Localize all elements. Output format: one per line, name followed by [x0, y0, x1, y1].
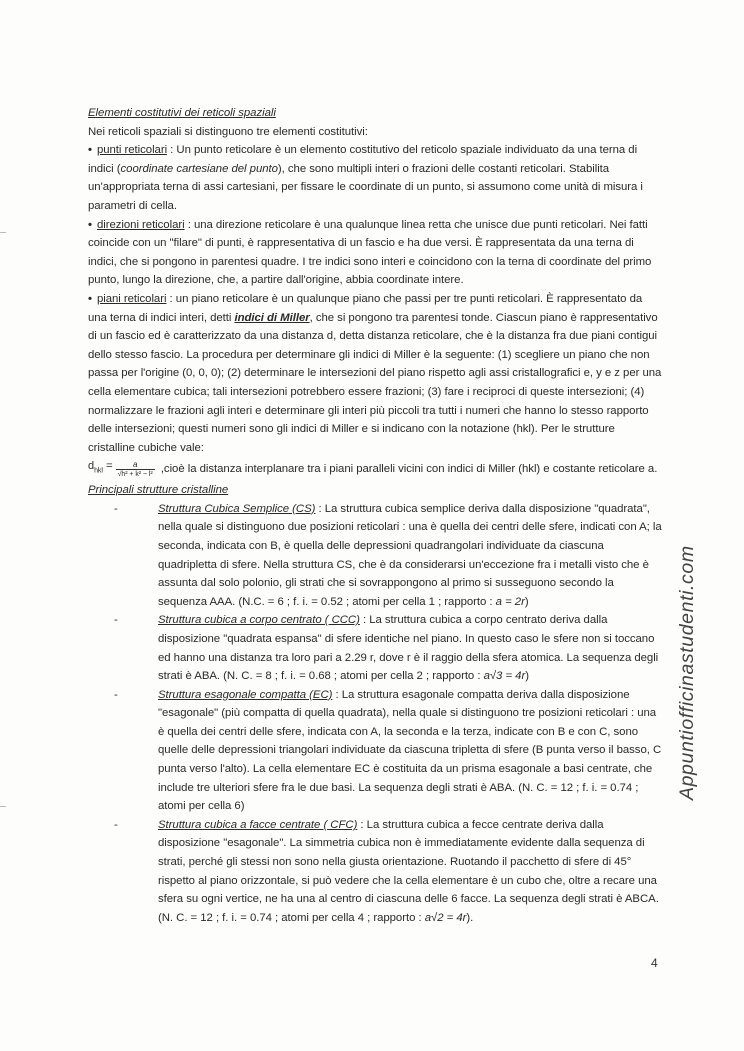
bullet-label: piani reticolari — [96, 292, 167, 305]
formula-dhkl: $d_{hkl}$ = — [88, 460, 113, 475]
bullet-label: punti reticolari — [96, 144, 168, 157]
structure-name: Struttura cubica a facce centrate ( CFC) — [158, 818, 358, 831]
structure-text: : La struttura cubica a corpo centrato deriva dalla disposizione "quadrata espansa" di sfere identiche nel piano. In questo caso le sfere non si toccano ed hanno una distanza tra loro pari a 2.29 r, dove r è il raggio della sfera atomica. La sequenza degli strati è ABA. (N. C. = 8 ; f. i. = 0.68 ; atomi per cella 2 ; rapporto : — [158, 614, 659, 683]
page-number: 4 — [651, 956, 658, 970]
miller-term: indici di Miller — [234, 311, 310, 324]
structure-text: : La struttura cubica a fecce centrate deriva dalla disposizione "esagonale". La simmetria cubica non è immediatamente evidente dalla sequenza di strati, perché gli stessi non sono nella giusta orientazione. Ruotando il pacchetto di sfere di 45° rispetto al piano orizzontale, si può vedere che la cella elementare è un cubo che, oltre a recare una sfera su ogni vertice, ne ha una al centro di ciascuna delle 6 facce. La sequenza degli strati è ABCA. (N. C. = 12 ; f. i. = 0.74 ; atomi per cella 4 ; rapporto : — [158, 818, 659, 924]
bullet-direzioni-reticolari — [88, 216, 664, 290]
bullet-text: : Un punto reticolare è un elemento costitutivo del reticolo spaziale individuato da una terna di indici ( — [88, 144, 638, 175]
structure-name: Struttura Cubica Semplice (CS) — [158, 502, 316, 515]
structure-text: : La struttura cubica semplice deriva dalla disposizione "quadrata", nella quale si distinguono due posizioni reticolari : una è quella dei centri delle sfere, indicati con A; la seconda, indicata con B, è quella delle depressioni quadrangolari individuate da ciascuna quadripletta di sfere. Nella struttura CS, che è da considerarsi un'eccezione fra i metalli visto che è assunta dal solo polonio, gli strati che si sovrappongono al primo si susseguono secondo la sequenza AAA. (N.C. = 6 ; f. i. = 0.52 ; atomi per cella 1 ; rapporto : — [158, 502, 662, 608]
structure-text: : La struttura esagonale compatta deriva dalla disposizione "esagonale" (più compatta di quella quadrata), nella quale si distinguono tre posizioni reticolari : una è quella dei centri delle sfere, indicata con A, la seconda e la terza, indicate con B e con C, sono quelle delle depressioni triangolari individuate da ciascuna tripletta di sfere (B punta verso il basso, C punta verso l'alto). La cella elementare EC è costituita da un prisma esagonale a basi centrate, che include tre ulteriori sfere fra le due basi. La sequenza degli strati è ABA. (N. C. = 12 ; f. i. = 0.74 ; atomi per cella 6) — [158, 688, 662, 813]
list-item: - Struttura cubica a facce centrate ( CFC) : La struttura cubica a fecce centrate deriva dalla disposizione "esagonale". La simmetria cubica non è immediatamente evidente dalla sequenza di strati, perché gli stessi non sono nella giusta orientazione. Ruotando il pacchetto di sfere di 45° rispetto al piano orizzontale, si può vedere che la cella elementare è un cubo che, oltre a recare una sfera su ogni vertice, ne ha una al centro di ciascuna delle 6 facce. La sequenza degli strati è ABCA. (N. C. = 12 ; f. i. = 0.74 ; atomi per cella 4 ; rapporto : a√2 = 4r). — [88, 816, 664, 928]
bullet-text: , che si pongono tra parentesi tonde. Ciascun piano è rappresentativo di un fascio ed è caratterizzato da una distanza d, detta distanza reticolare, che è la distanza fra due piani contigui dello stesso fascio. La procedura per determinare gli indici di Miller è la seguente: (1) scegliere un piano che non passa per l'origine (0, 0, 0); (2) determinare le intersezioni del piano rispetto agli assi cristallografici e, y e z per una cella elementare cubica; tali intersezioni potrebbero essere frazioni; (3) fare i reciproci di queste intersezioni; (4) normalizzare le frazioni agli interi e determinare gli interi più piccoli tra tutti i numeri che hanno lo stesso rapporto delle intersezioni; questi numeri sono gli indici di Miller e si indicano con la notazione (hkl). Per le strutture cristalline cubiche vale: — [88, 311, 662, 454]
structure-name: Struttura cubica a corpo centrato ( CCC) — [158, 614, 360, 627]
bullet-text: ), che sono multipli interi o frazioni delle costanti reticolari. Stabilita un'appropriata terna di assi cartesiani, per fissare le coordinate di un punto, si assumono come unità di misura i parametri di cella. — [88, 162, 643, 212]
bullet-text: ,cioè la distanza interplanare tra i piani paralleli vicini con indici di Miller (hkl) e costante reticolare a. — [157, 463, 658, 476]
section-title: Elementi costitutivi dei reticoli spaziali — [88, 107, 276, 119]
document-page — [88, 104, 664, 927]
section2-title: Principali strutture cristalline — [88, 484, 229, 497]
margin-tick-bottom — [0, 806, 6, 807]
watermark: Appuntiofficinastudenti.com — [676, 545, 698, 800]
margin-tick-top — [0, 232, 6, 233]
list-item: - Struttura cubica a corpo centrato ( CCC) : La struttura cubica a corpo centrato deriva dalla disposizione "quadrata espansa" di sfere identiche nel piano. In questo caso le sfere non si toccano ed hanno una distanza tra loro pari a 2.29 r, dove r è il raggio della sfera atomica. La sequenza degli strati è ABA. (N. C. = 8 ; f. i. = 0.68 ; atomi per cella 2 ; rapporto : a√3 = 4r) — [88, 611, 664, 685]
list-item: - Struttura Cubica Semplice (CS) : La struttura cubica semplice deriva dalla disposizione "quadrata", nella quale si distinguono due posizioni reticolari : una è quella dei centri delle sfere, indicati con A; la seconda, indicata con B, è quella delle depressioni quadrangolari individuate da ciascuna quadripletta di sfere. Nella struttura CS, che è da considerarsi un'eccezione fra i metalli visto che è assunta dal solo polonio, gli strati che si sovrappongono al primo si susseguono secondo la sequenza AAA. (N.C. = 6 ; f. i. = 0.52 ; atomi per cella 1 ; rapporto : a = 2r) — [88, 500, 664, 612]
structure-formula: a√2 = 4r — [424, 911, 467, 924]
list-item — [88, 686, 664, 816]
bullet-emphasis: coordinate cartesiane del punto — [120, 162, 278, 175]
structure-formula: a = 2r — [495, 595, 525, 608]
bullet-text: : un piano reticolare è un qualunque piano che passi per tre punti reticolari. È rappresentato da una terna di indici interi, detti — [88, 292, 643, 324]
structure-name: Struttura esagonale compatta (EC) — [158, 688, 333, 701]
bullet-piani-reticolari — [88, 290, 664, 481]
intro-text: Nei reticoli spaziali si distinguono tre elementi costitutivi: — [88, 125, 368, 138]
bullet-text: : una direzione reticolare è una qualunque linea retta che unisce due punti reticolari. Nei fatti coincide con un "filare" di punti, è rappresentativa di un fascio e ha due versi. È rappresentata da una terna di indici, che si pongono in parentesi quadre. I tre indici sono interi e coincidono con la terna di coordinate del primo punto, lungo la direzione, che, a partire dall'origine, abbia coordinate intere. — [88, 218, 652, 287]
structure-formula: a√3 = 4r — [483, 670, 526, 683]
bullet-label: direzioni reticolari — [96, 218, 185, 231]
structures-list — [88, 500, 664, 928]
bullet-punti-reticolari — [88, 141, 664, 215]
formula-fraction: $\frac{a}{\text{√h² + k² − l²}}$ — [117, 459, 153, 478]
